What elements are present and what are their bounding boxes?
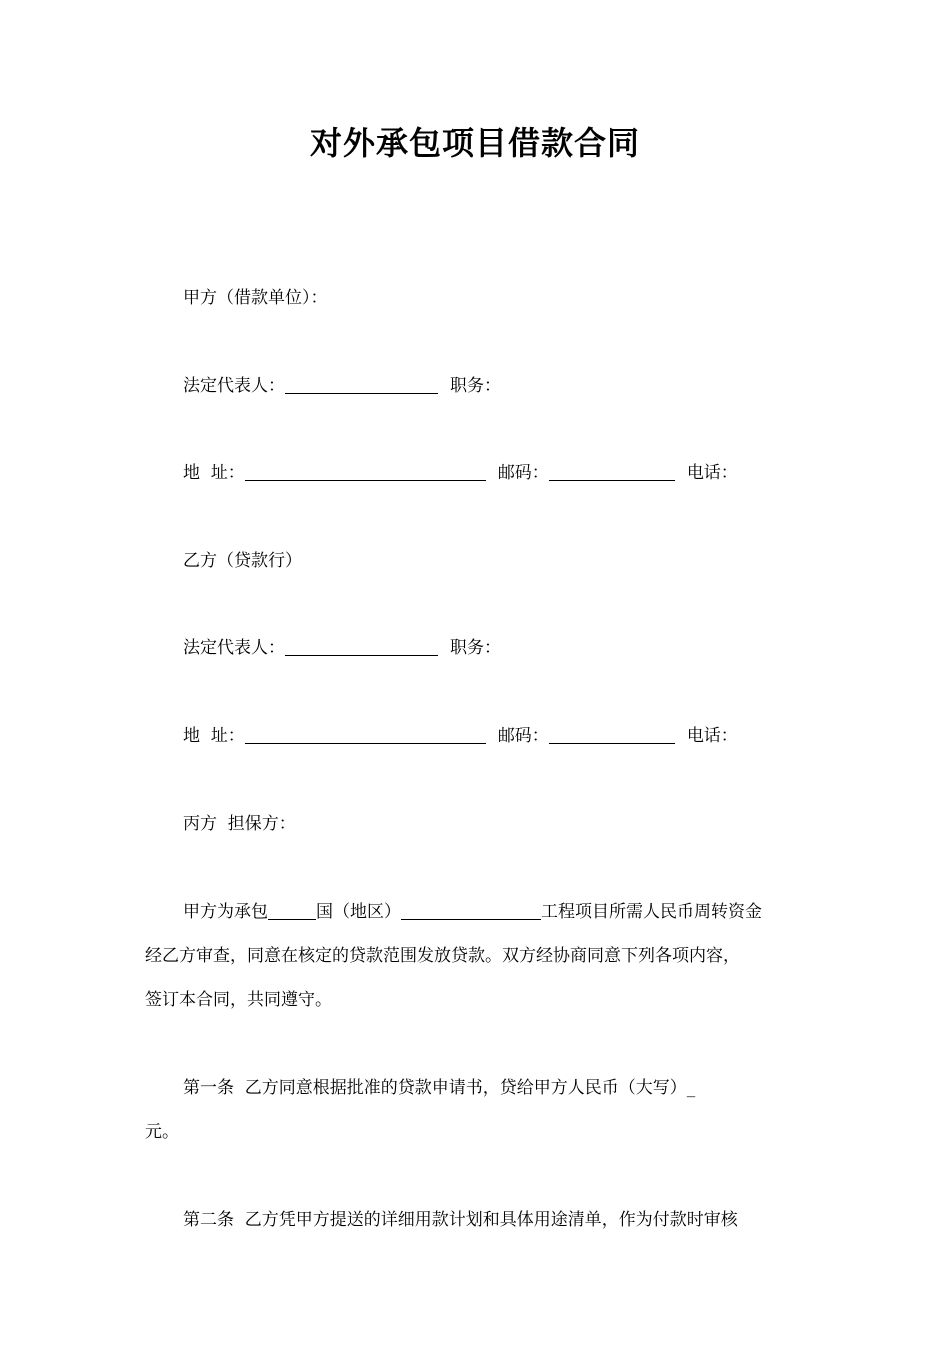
project-blank[interactable] <box>401 901 541 920</box>
article-2-line-1: 第二条 乙方凭甲方提送的详细用款计划和具体用途清单，作为付款时审核 <box>183 1210 738 1230</box>
party-b-position-label: 职务： <box>450 638 501 658</box>
party-c-label: 丙方 担保方： <box>183 814 296 834</box>
preamble-text-c: 工程项目所需人民币周转资金 <box>541 902 762 922</box>
party-a-phone-label: 电话： <box>686 463 738 483</box>
country-blank[interactable] <box>268 901 316 920</box>
party-b-rep-blank[interactable] <box>285 637 438 656</box>
party-a-rep-blank[interactable] <box>285 375 438 394</box>
party-b-label: 乙方（贷款行） <box>183 551 302 571</box>
party-b-rep-label: 法定代表人： <box>183 638 285 658</box>
article-1-line-2: 元。 <box>145 1122 179 1142</box>
party-b-address-row <box>183 724 738 748</box>
preamble-text-b: 国（地区） <box>316 902 401 922</box>
party-b-phone-label: 电话： <box>686 726 738 746</box>
party-b-postcode-label: 邮码： <box>497 726 549 746</box>
party-a-label: 甲方（借款单位）： <box>183 288 328 308</box>
party-a-postcode-label: 邮码： <box>497 463 549 483</box>
preamble-text-a: 甲方为承包 <box>183 902 268 922</box>
party-a-address-row <box>183 461 738 485</box>
party-b-address-label: 地 址： <box>183 726 245 746</box>
party-a-rep-row <box>183 374 501 398</box>
party-b-rep-row <box>183 636 501 660</box>
preamble-line-3: 签订本合同，共同遵守。 <box>145 990 332 1010</box>
party-a-position-label: 职务： <box>450 376 501 396</box>
party-a-rep-label: 法定代表人： <box>183 376 285 396</box>
party-b-address-blank[interactable] <box>245 725 486 744</box>
article-1-line-1: 第一条 乙方同意根据批准的贷款申请书，贷给甲方人民币（大写）_ <box>183 1078 696 1098</box>
preamble-line-1 <box>183 900 762 924</box>
party-b-postcode-blank[interactable] <box>549 725 675 744</box>
preamble-line-2: 经乙方审查，同意在核定的贷款范围发放贷款。双方经协商同意下列各项内容， <box>145 946 740 966</box>
party-a-address-blank[interactable] <box>245 462 486 481</box>
party-a-address-label: 地 址： <box>183 463 245 483</box>
document-title: 对外承包项目借款合同 <box>309 124 640 162</box>
party-a-postcode-blank[interactable] <box>549 462 675 481</box>
